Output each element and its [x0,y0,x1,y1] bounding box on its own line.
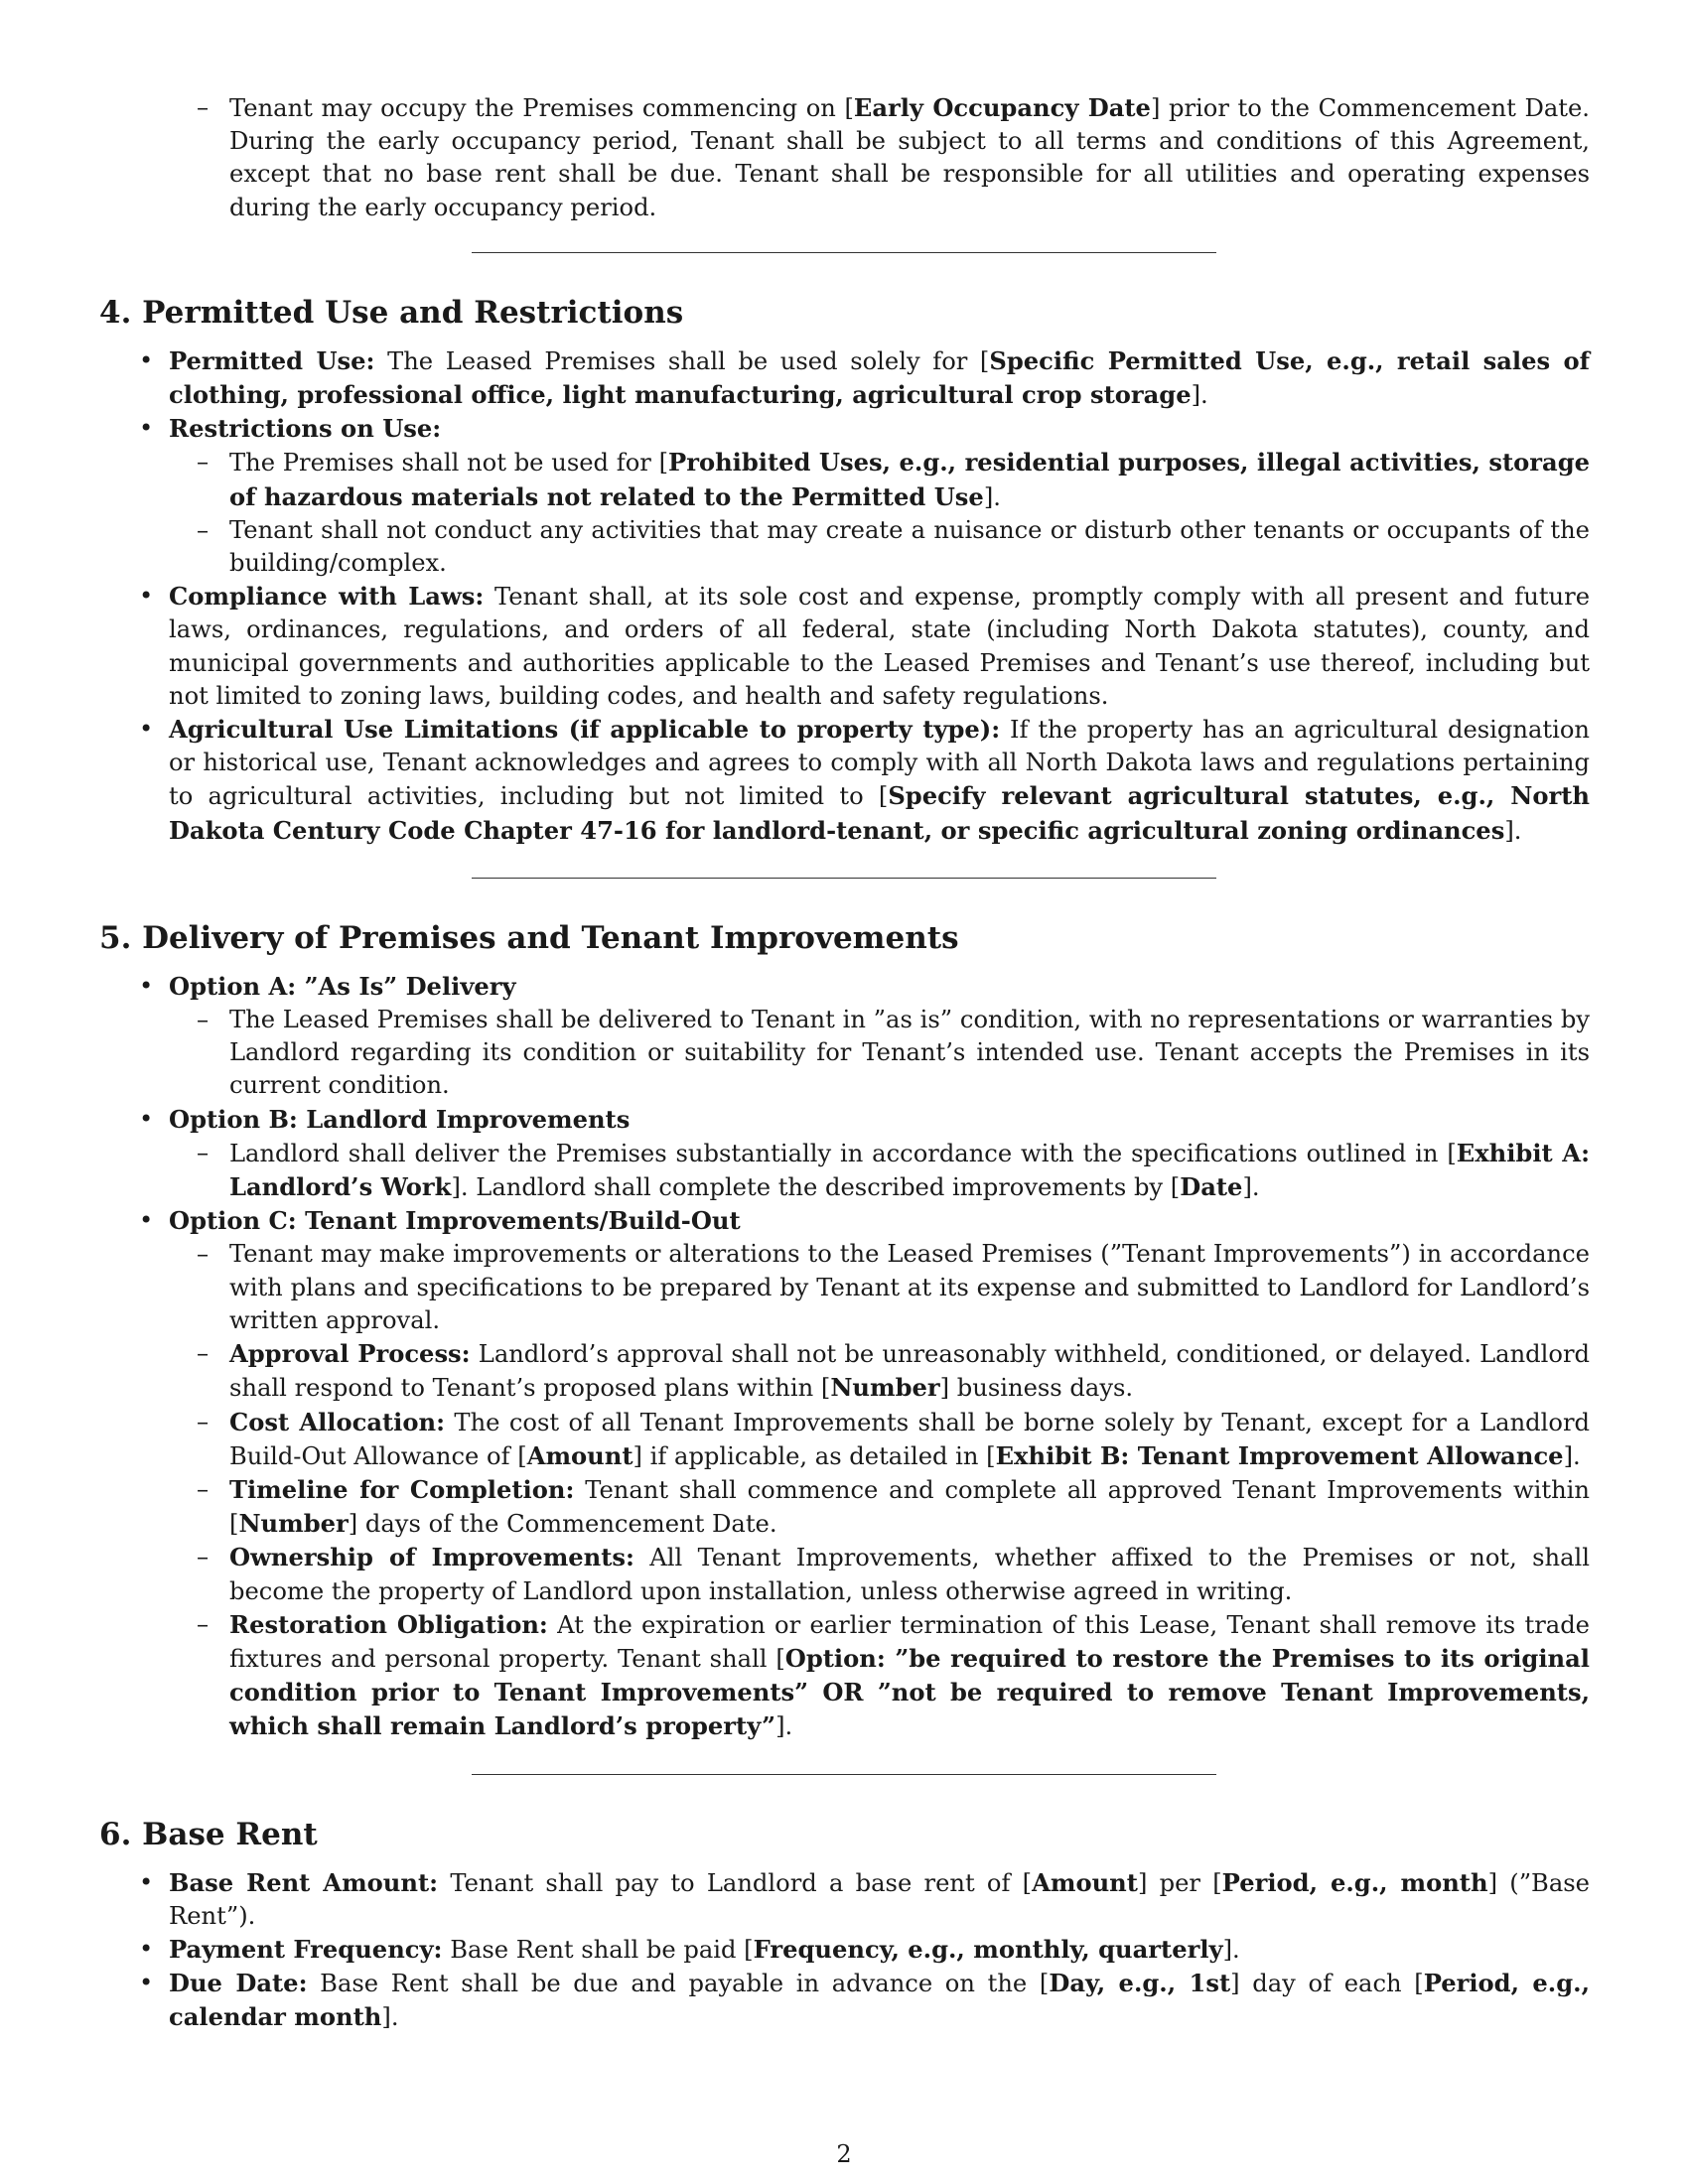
compliance-item: • Compliance with Laws: Tenant shall, at its sole cost and expense, promptly comply with all present and future laws, ordinances, regulations, and orders of all federal, state (including North Dakota statutes), county, and municipal governments and authorities applicable to the Leased Premises and Tenant’s use thereof, including but not limited to zoning laws, building codes, and health and safety regulations. [169,580,1590,713]
section-4-list [99,344,1590,848]
early-occupancy-item: – Tenant may occupy the Premises commencing on [Early Occupancy Date] prior to the Commencement Date. During the early occupancy period, Tenant shall be subject to all terms and conditions of this Agreement, except that no base rent shall be due. Tenant shall be responsible for all utilities and operating expenses during the early occupancy period. [229,91,1590,224]
section-divider [472,878,1216,879]
restrictions-item: • Restrictions on Use: – The Premises shall not be used for [Prohibited Uses, e.g., residential purposes, illegal activities, storage of hazardous materials not related to the Permitted Use]. – Tenant shall not conduct any activities that may create a nuisance or disturb other tenants or occupants of the building/complex. [169,412,1590,580]
due-date-item: • Due Date: Base Rent shall be due and payable in advance on the [Day, e.g., 1st] day of each [Period, e.g., calendar month]. [169,1967,1590,2034]
option-a-item: • Option A: ”As Is” Delivery – The Leased Premises shall be delivered to Tenant in ”as is” condition, with no representations or warranties by Landlord regarding its condition or suitability for Tenant’s intended use. Tenant accepts the Premises in its current condition. [169,970,1590,1103]
page-number: 2 [836,2140,852,2168]
restriction-prohibited: – The Premises shall not be used for [Prohibited Uses, e.g., residential purposes, illegal activities, storage of hazardous materials not related to the Permitted Use]. [229,446,1590,513]
section-divider [472,252,1216,253]
section-6-list [99,1866,1590,2035]
restrictions-sublist [169,446,1590,580]
base-rent-amount-item: • Base Rent Amount: Tenant shall pay to Landlord a base rent of [Amount] per [Period, e.g., month] (”Base Rent”). [169,1866,1590,1933]
section-4-title: 4. Permitted Use and Restrictions [99,294,684,331]
option-b-sublist [169,1137,1590,1204]
option-c-timeline: – Timeline for Completion: Tenant shall commence and complete all approved Tenant Improvements within [Number] days of the Commencement Date. [229,1473,1590,1541]
agricultural-item: • Agricultural Use Limitations (if applicable to property type): If the property has an agricultural designation or historical use, Tenant acknowledges and agrees to comply with all North Dakota laws and regulations pertaining to agricultural activities, including but not limited to [Specify relevant agricultural statutes, e.g., North Dakota Century Code Chapter 47-16 for landlord-tenant, or specific agricultural zoning ordinances]. [169,713,1590,848]
early-occupancy-list [99,91,1590,224]
option-a-text: – The Leased Premises shall be delivered to Tenant in ”as is” condition, with no representations or warranties by Landlord regarding its condition or suitability for Tenant’s intended use. Tenant accepts the Premises in its current condition. [229,1004,1590,1103]
document-page [99,91,1590,2035]
option-c-restoration: – Restoration Obligation: At the expiration or earlier termination of this Lease, Tenant shall remove its trade fixtures and personal property. Tenant shall [Option: ”be required to restore the Premises to its original condition prior to Tenant Improvements” OR ”not be required to remove Tenant Improvements, which shall remain Landlord’s property”]. [229,1608,1590,1744]
option-b-text: – Landlord shall deliver the Premises substantially in accordance with the specifications outlined in [Exhibit A: Landlord’s Work]. Landlord shall complete the described improvements by [Date]. [229,1137,1590,1204]
section-divider [472,1774,1216,1775]
option-c-approval: – Approval Process: Landlord’s approval shall not be unreasonably withheld, conditioned, or delayed. Landlord shall respond to Tenant’s proposed plans within [Number] business days. [229,1337,1590,1405]
option-c-sublist [169,1238,1590,1743]
section-5-title: 5. Delivery of Premises and Tenant Improvements [99,919,959,956]
option-c-item: • Option C: Tenant Improvements/Build-Out – Tenant may make improvements or alterations to the Leased Premises (”Tenant Improvements”) in accordance with plans and specifications to be prepared by Tenant at its expense and submitted to Landlord for Landlord’s written approval. – Approval Process: Landlord’s approval shall not be unreasonably withheld, conditioned, or delayed. Landlord shall respond to Tenant’s proposed plans within [Number] business days. – Cost Allocation: The cost of all Tenant Improvements shall be borne solely by Tenant, except for a Landlord Build-Out Allowance of [Amount] if applicable, as detailed in [Exhibit B: Tenant Improvement Allowance]. – Timeline for Completion: Tenant shall commence and complete all approved Tenant Improvements within [Number] days of the Commencement Date. – Ownership of Improvements: All Tenant Improvements, whether affixed to the Premises or not, shall become the property of Landlord upon installation, unless otherwise agreed in writing. – Restoration Obligation: At the expiration or earlier termination of this Lease, Tenant shall remove its trade fixtures and personal property. Tenant shall [Option: ”be required to restore the Premises to its original condition prior to Tenant Improvements” OR ”not be required to remove Tenant Improvements, which shall remain Landlord’s property”]. [169,1204,1590,1743]
option-c-ownership: – Ownership of Improvements: All Tenant Improvements, whether affixed to the Premises or not, shall become the property of Landlord upon installation, unless otherwise agreed in writing. [229,1541,1590,1607]
payment-frequency-item: • Payment Frequency: Base Rent shall be paid [Frequency, e.g., monthly, quarterly]. [169,1933,1590,1967]
section-6-title: 6. Base Rent [99,1816,318,1852]
section-5-list [99,970,1590,1744]
restriction-nuisance: – Tenant shall not conduct any activities that may create a nuisance or disturb other tenants or occupants of the building/complex. [229,514,1590,580]
option-b-item: • Option B: Landlord Improvements – Landlord shall deliver the Premises substantially in accordance with the specifications outlined in [Exhibit A: Landlord’s Work]. Landlord shall complete the described improvements by [Date]. [169,1103,1590,1205]
option-a-sublist [169,1004,1590,1103]
option-c-improvements: – Tenant may make improvements or alterations to the Leased Premises (”Tenant Improvements”) in accordance with plans and specifications to be prepared by Tenant at its expense and submitted to Landlord for Landlord’s written approval. [229,1238,1590,1337]
option-c-cost: – Cost Allocation: The cost of all Tenant Improvements shall be borne solely by Tenant, except for a Landlord Build-Out Allowance of [Amount] if applicable, as detailed in [Exhibit B: Tenant Improvement Allowance]. [229,1406,1590,1473]
permitted-use-item: • Permitted Use: The Leased Premises shall be used solely for [Specific Permitted Use, e.g., retail sales of clothing, professional office, light manufacturing, agricultural crop storage]. [169,344,1590,412]
